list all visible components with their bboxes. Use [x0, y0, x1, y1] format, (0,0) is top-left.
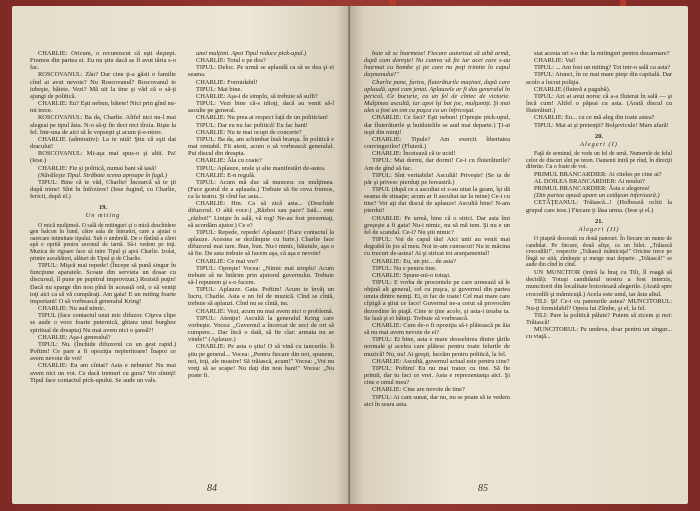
dialogue-line: TIPUL: Ai cam sunat, dar nu, nu se poate să te vedem aici în seara asta. [364, 393, 510, 408]
dialogue-line: ROSCOVANUL: Zău? Dar cine ţi-a găsit o familie cînd ai avut nevoie? Nu Roscovanul? Roscovanul te iubeşte, băiete. Vezi? Mă uit la tine şi văd că o să-ţi ajungi de politică. [30, 71, 176, 100]
dialogue-line: PRIMUL BRANCARDIER: Ăsta e alegerea! [534, 185, 650, 193]
stage-direction: buie să se înarmeze! Fiecare autorizat să aibă armă, după cum doreşte! Nu cumva să fie iar acei care s-au înarmat cu bombe şi pe care nu poţi trimite în capul duşmanului!" [364, 50, 510, 79]
dialogue-line: TIPUL: Repede, repede! Aplauze! (Face contactul la aplauze. Acestea se dezlănţuie cu furie.) Charlie face difuzorul mai tare. Bun, bun. Nu-i nimic, băiatule, aşa o să fie. De asta trebuie să facem aşa, că aşa e nevoie! [188, 228, 334, 258]
right-page [350, 6, 688, 504]
dialogue-line: CHARLIE: Tipule? Am exercit libertatea convingerilor! (Fluieră.) [364, 135, 510, 151]
dialogue-line: TIPUL: Atunci, în ce mai mare pieţe din capitală. Dar acolo a lucrat poliţia. [526, 71, 672, 86]
dialogue-line: CETĂŢEANUL: Trăiască...! (Holbează ochii la grupul care iese.) Fiecare ţi lăsa urma. (Iese şi el.) [526, 199, 672, 214]
dialogue-line: TIPUL: Poftim! Eu nu mai tratez cu tine. Să fie primit, dar tu faci ce vrei. Asta e reprezentanţa aici. Şi cine e omul meu? [364, 364, 510, 387]
stage-direction: Charlie pune, furios, fluierăturile mașinei, după care aplaudă, apoi cam jenat. Aplauzele ar fi dus generalul în pericol. Ce bucurie, ca un fel de cîntec de victorie. Mulţimea ascultă, iar apoi îşi bat joc, mulţumiţi. Şi mai ales a fost un om cu puşca ca un înfricoşat. [364, 78, 510, 115]
dialogue-line: CHARLIE: Eu... cu ce mă aleg din toate astea? [534, 114, 655, 122]
dialogue-line: CHARLIE: Aşa-i de simplu, să trebuie să sufli? [196, 92, 318, 100]
scene-number: 21. [595, 217, 603, 225]
left-column-2 [188, 50, 334, 480]
dialogue-line: TIPUL: Aplauze. Gata. Poftim! Acum te învăţ un lucru, Charlie. Asta e un fel de muzică. Cînd se cîntă, trebuie să aplauzi. Cînd nu se cîntă, nu. [188, 286, 334, 308]
dialogue-line: MUNCITORUL: Pe undeva, doar pentru un singur... cu viaţă... [526, 326, 672, 341]
dialogue-line: TIPUL: Acum mă duc să muncesc cu mulţimea. (Face gestul de a aplauda.) Trebuie să fie ceva frumos, ca la teatru. Şi cînd fac asta... [188, 178, 334, 201]
dialogue-line: CHARLIE (fluieră a pagubă). [534, 85, 611, 93]
dialogue-line: CHARLIE: Formidabil! [196, 78, 258, 86]
dialogue-line: CHARLIE: Totul e pe dos? [196, 57, 266, 65]
dialogue-line: TIPUL: Azi ai avut noroc că a-a fluierat în sală — şi încă cum! Altfel o păţeai cu asta. (Arată discul cu fluierături.) [526, 92, 672, 115]
dialogue-line: CHARLIE: Cum de-o fi opoziţia să-i plătească pe ăia să nu mai avem nevoie de ei? [364, 321, 510, 337]
dialogue-line: TIPUL: Ei bine, asta e mare deosebirea dintre ţările normale şi acelea care plătesc pentru toate felurile de muzică! Nu, nu! Ai greşit, lucrăm pentru politică, la fel. [364, 336, 510, 358]
dialogue-line: CHARLIE: Vai! [534, 57, 576, 65]
dialogue-line: CHARLIE: Nu te mai ocupi de concerte? [196, 128, 302, 136]
dialogue-line: ROSCOVANUL: Mi-aşa mai spus-o şi altii. Pa! (Iese.) [30, 150, 176, 165]
scene-number: 20. [595, 132, 603, 140]
scene-title: Alegeri (I) [580, 140, 618, 148]
scene-description: O piaţetă decorată cu două panouri. În fiecare un nume de candidat. Pe fiecare, două afişe, ca un bilet. „Trăiască crocodilii!", respectiv „Trăiască mămicuţa!" Oricine trece pe lîngă se uită, zîmbeşte şi merge mai departe. „Trăiască!" se aude din cînd în cînd. [526, 236, 672, 269]
dialogue-line: CHARLIE: Eu am cîntat? Asta e nebunie! Nu mai avem nici un vot. Ce dacă tremuri cu gura? Voi sînteţi! Tipul face contactul pick-upului. Se aude un vals. [30, 362, 176, 384]
dialogue-line: CHARLIE: Eu? Eşti nebun, băiete! Nici prin gînd nu-mi trece. [30, 100, 176, 115]
dialogue-line: TIPUL: Bine că te văd, Charlie! Încearcă să te ţii după mine! Sînt în întîrziere! (Iese fugind, cu Charlie, fericit, după el.) [30, 178, 176, 201]
dialogue-line: CHARLIE: Cine are nevoie de tine? [372, 386, 465, 394]
scene-description: O mică mulţimeă. O sală de mitinguri şi o mică deschidere gen balcon în fund, către sala de întruniri, care a ajutat o oarecare intimitate tipului. Sub o umbrelă. De o fîntînă a cărei apă e oprită pentru sezonul de iarnă. Să-i vedem pe toţi. Muzica de rigoare face să intre Tipul şi apoi Charlie. Izolat, printre ascultători, alături de Tipul şi de Charlie. [30, 222, 176, 262]
dialogue-line: TIPUL (după ce a ascultat ei s-au uitat la geam, îşi dă seama de situaţie; acum ar fi ascultat iar la mine) Ce-i cu tine? Voi aţi dat discul de aplauze! Ascultă bine! N-am pierdut! [364, 185, 510, 215]
dialogue-line: AL DOILEA BRANCARDIER: Ai noului? [534, 177, 645, 185]
dialogue-line: TIPUL (face contactul unui mic difuzor. Ciţeva clipe se aude o voce foarte puternică, ghiara unui burghez spiritual de dreapta) Nu mai avem nici o şansă?! [30, 312, 176, 334]
dialogue-line: CHARLIE: Ce mai vor? [196, 257, 259, 265]
dialogue-line: TIPUL: Ba da, am schimbat însă branşa. În politică e mai rentabil. Fii atent, acum o să vorbească generalul. Pui discul din dreapta. [188, 135, 334, 158]
dialogue-line: TIPUL: Aplauze, urale şi alte manifestări de-astea. [196, 164, 326, 172]
dialogue-line: CHARLIE: Ce faci? Eşti nebun! (Opreşte pick-upul, dar fluierăturile şi huiduielile se aud mai departe.) Ţi-ai ieşit din minţi! [364, 114, 510, 136]
dialogue-line: TIPUL: Nu e pentru tine. [372, 264, 437, 272]
dialogue-line: PRIMUL BRANCARDIER: Ai citeles pe cine ai? [534, 170, 662, 178]
dialogue-line: TIPUL: Mai dormi, dar dormi! Ce-i cu fluierăturile? Am de gînd să fac. [364, 157, 510, 172]
dialogue-line: TIPUL: Nu. (Închide difuzorul cu un gest rapid.) Poftim! Ce pare a fi opoziţia nepieritoare! Înapoi ce avem nevoie de voi! [30, 340, 176, 363]
stage-direction: (Năvăleşte Tipul. Străbate scena aproape în fugă.) [38, 171, 167, 179]
dialogue-line: TIPUL: Opreşte! Vocea: „Nimic mai simplu! Acum trebuie să ne întărim prin ajutorul guvernului. Trebuie să-l repunem şi s-o facem. [188, 264, 334, 286]
dialogue-line: CHARLIE: Ascultă, guvernul actual este pentru cine? [372, 357, 510, 365]
dialogue-line: TIPUL: Mai ai şi pretenţii? Bolşevicule! Mars afară! [534, 121, 669, 129]
dialogue-line: TIPUL: Vai de capul tău! Aici unii au venit mai degrabă în jos al meu. Noi te-am cunoscut! Nu te măcina cu trucuri de-astea! Ai şi stricat tot aranjamentul! [364, 236, 510, 258]
dialogue-line: stat acesta ori s-o duc la mitinguri pentru dezarmare? [534, 50, 670, 57]
page-number: 84 [207, 483, 217, 494]
dialogue-line: CHARLIE: Hm. Ca să zică asta... (Deschide difuzorul. O altă voce:) „Război sau pace? Iată... este „război!" Linişte în sală, vă rog! Ne-au fost prezentaţi, să acordăm ajutor.) Ce e? [188, 200, 334, 229]
dialogue-line: CHARLIE: Spune-mi-o totuşi. [372, 271, 451, 279]
dialogue-line: CHARLIE: Aşa-i generalul? [38, 333, 111, 341]
scene-title: Alegeri (II) [578, 225, 620, 233]
dialogue-line: CHARLIE: Pe urmă, bine că o strici. Dar asta îmi greşeşte a fi gata! Nu-i nimic, nu să mă tem. Şi nu e un fel de scandal. Ce-i? Nu ştii nimic? [364, 214, 510, 236]
dialogue-line: CHARLIE: Fie şi politică, numai bani să iasă! [38, 164, 157, 172]
dialogue-line: TILI: Şi! Ce-i cu panourile astea? MUNCITORUL: Nu-ţi formidabil? Opera lui Zîmbe, şi el, la fel. [526, 297, 672, 312]
right-column-1 [364, 50, 510, 490]
dialogue-line: CHARLIE: Vezi, acum nu mai avem nici o problemă. [196, 307, 334, 315]
dialogue-line: TIPUL: Mişcă mai repede! (Începe să pună singur în funcţiune aparatele. Scoate din servieta un dosar cu discursul, îl pune pe pupitrul improvizat.) Rezistă puţin! Dacă nu sparge din nou pînă în această oră, o să veniţi toţi aici ca să vă cumpăraţi. Am gata! E un miting foarte important! O să vorbească generalul Kring! [30, 262, 176, 305]
dialogue-line: TIPUL: Vezi bine că-s idioţi, dacă au venit să-l asculte pe general. [188, 100, 334, 115]
dialogue-line: CHARLIE: E-n regulă. [196, 171, 256, 179]
dialogue-line: UN MUNCITOR (intră la braţ cu Tili, îl roagă să decidă): Totuşi candidatul nostru a fost interzis, muncitorii din localitate boicotează alegerile. (Arată spre crocodili şi mămicuţă.) Acela este unul, iar ăsta altul. [526, 269, 672, 298]
dialogue-line: TIPUL: ... Am fost un miting? Tot intr-o sală ca asta? [534, 64, 671, 72]
dialogue-line: TIPUL: Deloc. Pe urmă se aplaudă ca să se dea şi ei seama. [188, 64, 334, 79]
dialogue-line: TILI: Pare la politică păluie? Putem să zicem şi noi: Trăiască! [526, 311, 672, 327]
scene-description: Faţă de seminul, de vede un fel de urnă. Numerele de felul celor de discuri sînt pe teren. Oamenii intră pe rînd, în direcţii diferite. Cu o foaie de vot. [526, 151, 672, 171]
left-column-1 [30, 50, 176, 480]
dialogue-line: TIPUL: Atenţie! Ascultă la generalul Kring care vorbeşte. Vocea: „Guvernul a încercat de zeci de ori să cumpere... Dar încă o dată, să fie clar: armata nu se vinde!" (Aplauze.) [188, 314, 334, 344]
stage-direction: (Din partea opusă apare un cetăţean inferioară.) [534, 192, 660, 200]
dialogue-line: CHARLIE: Pe asta o ştiu! O să vină cu tancurile. Îi ştiu pe general... Vocea: „Pentru fiecare din noi, spunem, noi, toţi, ale noastre! Să trăiască, acum!" Vocea: „Voi nu vreţi să se scape! Nu daţi din nou bani!" Vocea: „Nu poate fi. [188, 343, 334, 380]
dialogue-line: CHARLIE: Ăla cu coaie? [196, 157, 262, 165]
dialogue-line: CHARLIE: Eu, un pic... de asta? [372, 257, 456, 265]
page-number: 85 [478, 483, 488, 494]
dialogue-line: TIPUL: Mai bine. [196, 85, 242, 93]
dialogue-line: CHARLIE (admirativ): La te uită! Ştiu că eşti dat dracului! [30, 135, 176, 151]
stage-direction: unei mulţimi. Apoi Tipul reduce pick-upul.) [196, 50, 307, 57]
scene-title: Un miting [85, 212, 121, 220]
dialogue-line: CHARLIE: Oricum, o recunoscut că eşti deştept. Frumos din partea ei. Eu nu ştiu dacă as fi avut tăria s-o fac. [30, 50, 176, 72]
scene-number: 19. [99, 204, 107, 212]
dialogue-line: TIPUL: Dar eu nu fac politică! Eu fac bani! [196, 121, 308, 129]
right-column-2 [526, 50, 672, 490]
dialogue-line: TIPUL: Sînt veritabile! Ascultă! Priveşte! (Se ia de păr şi privesc pierduţi pe fereastră.) [364, 171, 510, 186]
dialogue-line: CHARLIE: Nu aud nimic. [38, 305, 106, 313]
dialogue-line: ROSCOVANUL: Ba da, Charlie. Altfel nici nu-l mai alegeai pe tipul ăsta. N-o să-ţi fie deci nici tîrzia. Rişte la fel. Intr-una de aici să le vopseşti şi acum ţi-e-ntorc. [30, 114, 176, 136]
dialogue-line: CHARLIE: Nu prea ai respect față de un politician! [196, 114, 329, 122]
dialogue-line: TIPUL: E vorba de procentele pe care urmează să le obţină alt general, cel cu puşca, şi guvernul din partea unuia dintre nemţi. Ei, ei fac de toate! Cel mai mare care cîştigă a ştiut ce face! Guvernul ne-a cerut să provocăm dezordine în piaţă. Cine te ţine acolo, şi asta-i treaba ta. Se lasă şi ei bătuţi. Trebuie să vorbească. [364, 279, 510, 322]
left-page [12, 6, 350, 504]
dialogue-line: CHARLIE: Încetează că te ucid! [372, 150, 456, 158]
